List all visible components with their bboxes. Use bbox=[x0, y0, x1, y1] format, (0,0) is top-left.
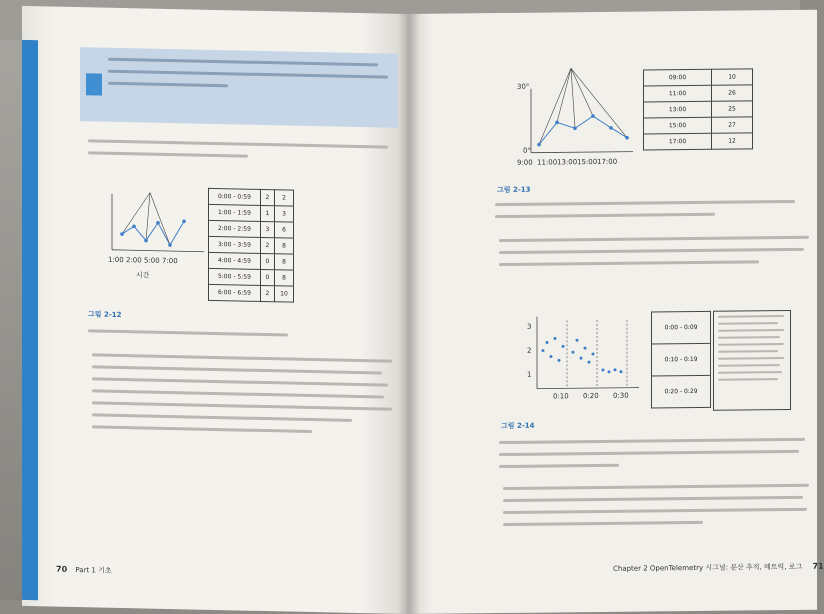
figure-2-13-caption bbox=[497, 185, 530, 195]
figure-2-14-ranges bbox=[651, 311, 711, 409]
fig212-table-cell: 3:00 - 3:59 bbox=[209, 236, 261, 253]
right-body-text-2 bbox=[499, 236, 809, 275]
book-spine-shadow bbox=[398, 14, 420, 614]
fig214-tick-3: 0:30 bbox=[613, 391, 629, 400]
left-page-footer bbox=[56, 565, 112, 576]
fig212-xlabel: 시간 bbox=[136, 271, 150, 280]
fig212-table-row bbox=[209, 204, 294, 222]
fig212-table-cell: 10 bbox=[274, 286, 293, 302]
fig213-table-cell: 13:00 bbox=[644, 101, 712, 118]
tip-flag-icon bbox=[86, 73, 102, 95]
fig213-table-cell: 25 bbox=[712, 101, 753, 117]
fig213-table-row bbox=[644, 117, 753, 134]
caption-label: 그림 2-14 bbox=[501, 421, 535, 431]
fig213-tick-1: 9:00 bbox=[517, 158, 533, 167]
figure-2-13-chart bbox=[517, 58, 637, 169]
fig212-table-cell: 6:00 - 6:59 bbox=[209, 284, 261, 301]
fig213-table-cell: 10 bbox=[712, 69, 753, 85]
fig212-table-cell: 3 bbox=[274, 206, 293, 222]
fig212-table-cell: 8 bbox=[274, 254, 293, 270]
fig212-table-row bbox=[209, 220, 294, 238]
fig214-range-cell: 0:10 - 0:19 bbox=[652, 343, 711, 376]
figure-2-12-table bbox=[208, 188, 294, 303]
fig213-tick-3: 13:00 bbox=[557, 158, 578, 167]
fig214-range-row bbox=[652, 311, 711, 344]
right-body-text-3 bbox=[499, 438, 809, 477]
fig212-table-cell: 2 bbox=[260, 189, 274, 205]
fig214-tick-2: 0:20 bbox=[583, 391, 599, 401]
right-page-running-head: Chapter 2 OpenTelemetry 시그널: 분산 추적, 메트릭, 로그 bbox=[613, 562, 803, 573]
right-body-text-4 bbox=[503, 484, 813, 535]
fig213-table-cell: 15:00 bbox=[644, 117, 712, 134]
fig213-table-row bbox=[644, 69, 753, 86]
fig212-table-cell: 1:00 - 1:59 bbox=[209, 204, 261, 221]
fig212-table-cell: 0:00 - 0:59 bbox=[209, 188, 261, 205]
fig212-table-cell: 2 bbox=[260, 237, 274, 253]
fig213-table-row bbox=[644, 101, 753, 118]
fig212-table-cell: 0 bbox=[260, 253, 274, 269]
fig212-table-cell: 4:00 - 4:59 bbox=[209, 252, 261, 269]
figure-2-12-caption bbox=[88, 309, 121, 320]
fig213-table-cell: 26 bbox=[712, 85, 753, 101]
fig213-table-cell: 17:00 bbox=[644, 133, 712, 150]
body-text-1 bbox=[88, 139, 388, 169]
fig214-y-tick-3: 3 bbox=[527, 322, 532, 331]
fig212-table-cell: 8 bbox=[274, 270, 293, 286]
fig214-range-row bbox=[652, 375, 711, 408]
fig214-range-cell: 0:20 - 0:29 bbox=[652, 375, 711, 408]
figure-2-14-caption bbox=[501, 421, 534, 431]
fig212-table-row bbox=[209, 236, 294, 254]
fig212-tick-2: 2:00 bbox=[126, 256, 142, 265]
fig214-y-tick-2: 2 bbox=[527, 346, 532, 355]
caption-label: 그림 2-12 bbox=[88, 310, 122, 320]
section-edge-tab bbox=[22, 40, 38, 600]
fig212-table-cell: 3 bbox=[260, 221, 274, 237]
right-body-text-1 bbox=[495, 200, 805, 227]
left-page-running-head: Part 1 기초 bbox=[75, 566, 112, 575]
fig212-table-cell: 2:00 - 2:59 bbox=[209, 220, 261, 237]
figure-2-13-table bbox=[643, 68, 753, 150]
fig212-tick-4: 7:00 bbox=[162, 256, 178, 266]
fig212-table-cell: 2 bbox=[274, 190, 293, 206]
fig213-table-row bbox=[644, 133, 753, 150]
fig212-table-row bbox=[209, 252, 294, 270]
fig212-table-cell: 5:00 - 5:59 bbox=[209, 268, 261, 285]
body-text-3 bbox=[92, 353, 392, 443]
body-text-2 bbox=[88, 329, 388, 347]
fig212-tick-1: 1:00 bbox=[108, 255, 124, 265]
fig213-table-cell: 27 bbox=[712, 117, 753, 133]
fig212-table-row bbox=[209, 284, 294, 302]
fig212-table-row bbox=[209, 268, 294, 286]
left-page bbox=[22, 6, 407, 614]
fig212-table-cell: 6 bbox=[274, 222, 293, 238]
right-page-number: 71 bbox=[812, 561, 824, 571]
fig212-table-cell: 1 bbox=[260, 205, 274, 221]
fig214-y-tick-1: 1 bbox=[527, 370, 532, 379]
figure-2-14-histogram-detail bbox=[713, 310, 791, 411]
fig212-table-row bbox=[209, 188, 294, 206]
fig213-tick-2: 11:00 bbox=[537, 158, 558, 167]
fig214-range-row bbox=[652, 343, 711, 376]
right-page-footer bbox=[613, 562, 824, 574]
fig214-range-cell: 0:00 - 0:09 bbox=[652, 311, 711, 344]
fig212-table-cell: 2 bbox=[260, 285, 274, 301]
fig212-table-cell: 0 bbox=[260, 269, 274, 285]
left-page-number: 70 bbox=[56, 564, 68, 574]
fig213-table-cell: 11:00 bbox=[644, 85, 712, 102]
book-spread bbox=[22, 14, 824, 606]
fig213-table-cell: 12 bbox=[712, 133, 753, 149]
fig213-tick-5: 17:00 bbox=[597, 157, 618, 167]
fig212-table-cell: 8 bbox=[274, 238, 293, 254]
fig212-tick-3: 5:00 bbox=[144, 256, 160, 265]
fig213-table-row bbox=[644, 85, 753, 102]
fig213-y-tick-zero: 0° bbox=[523, 146, 531, 155]
tip-box bbox=[80, 47, 398, 128]
fig213-table-cell: 09:00 bbox=[644, 69, 712, 86]
right-page bbox=[407, 10, 824, 614]
caption-label: 그림 2-13 bbox=[497, 185, 531, 195]
fig214-tick-1: 0:10 bbox=[553, 392, 569, 401]
fig213-y-tick-top: 30° bbox=[517, 82, 530, 91]
fig213-tick-4: 15:00 bbox=[577, 158, 598, 167]
